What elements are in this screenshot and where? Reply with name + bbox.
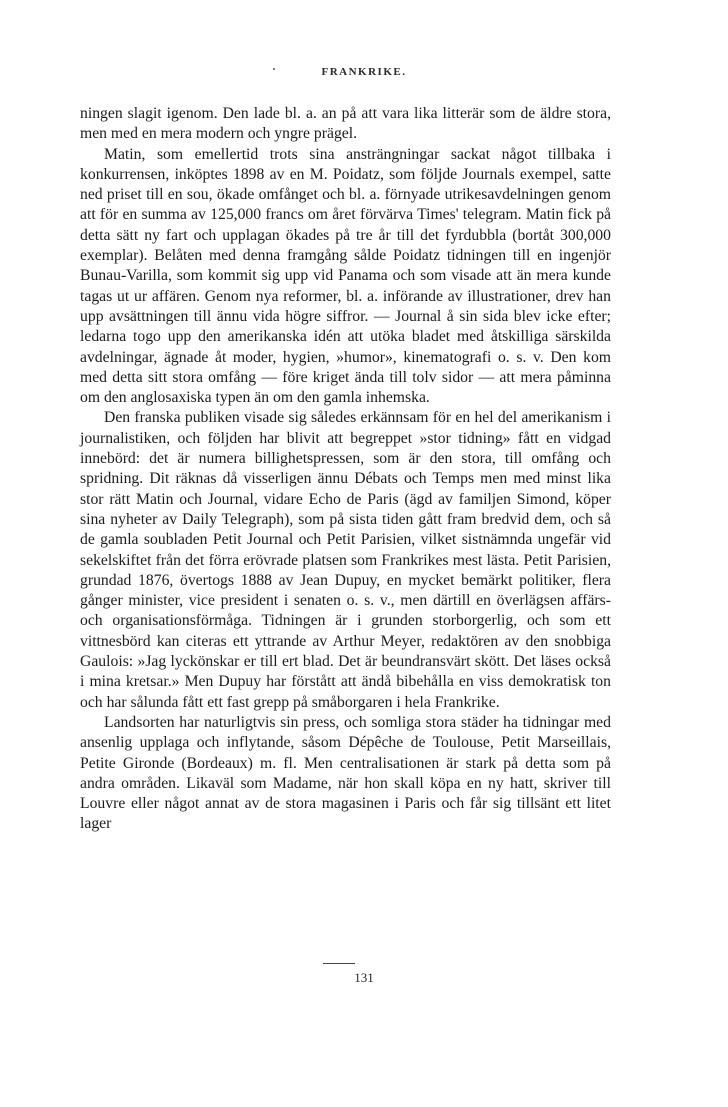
paragraph-matin: Matin, som emellertid trots sina ansträngningar sackat något tillbaka i konkurrensen, inköptes 1898 av en M. Poidatz, som följde Journals exempel, satte ned priset till en sou, ökade omfånget och bl. a. förnyade utrikesavdelningen genom att för en summa av 125,000 francs om året förvärva Times' telegram. Matin fick på detta sätt ny fart och upplagan ökades på tre år till det fyrdubbla (bortåt 300,000 exemplar). Belåten med denna framgång sålde Poidatz tidningen till en ingenjör Bunau-Varilla, som kommit sig upp vid Panama och som visade att än mera kunde tagas ut ur affären. Genom nya reformer, bl. a. införande av illustrationer, drev han upp avsättningen till ännu vida högre siffror. — Journal å sin sida blev icke efter; ledarna togo upp den amerikanska idén att utöka bladet med åtskilliga särskilda avdelningar, ägnade åt moder, hygien, »humor», kinematografi o. s. v. Den kom med detta sitt stora omfång — före kriget ända till tolv sidor — att mera påminna om den anglosaxiska typen än om den gamla inhemska. <box>80 145 611 407</box>
paragraph-landsorten: Landsorten har naturligtvis sin press, och somliga stora städer ha tidningar med ansenlig upplaga och inflytande, såsom Dépêche de Toulouse, Petit Marseillais, Petite Gironde (Bordeaux) m. fl. Men centralisationen är stark på detta som på andra områden. Likaväl som Madame, när hon skall köpa en ny hatt, skriver till Louvre eller något annat av de stora magasinen i Paris och får sig tillsänt ett litet lager <box>80 713 611 833</box>
folio-rule <box>323 963 355 964</box>
running-head: FRANKRIKE. <box>321 66 407 78</box>
page-number: 131 <box>354 970 374 985</box>
body-text <box>80 104 611 835</box>
paragraph-continued: ningen slagit igenom. Den lade bl. a. an på att vara lika litterär som de äldre stora, men med en mera modern och yngre prägel. <box>80 105 611 143</box>
paragraph-franska-publiken: Den franska publiken visade sig således erkännsam för en hel del amerikanism i journalistiken, och följden har blivit att begreppet »stor tidning» fått en vidgad innebörd: det är numera billighetspressen, som är den stora, till omfång och spridning. Dit räknas då visserligen ännu Débats och Temps men med minst lika stor rätt Matin och Journal, vidare Echo de Paris (ägd av familjen Simond, köper sina nyheter av Daily Telegraph), som på sista tiden gått fram bredvid dem, och så de gamla soubladen Petit Journal och Petit Parisien, vilket sistnämnda ungefär vid sekelskiftet från det förra erövrade platsen som Frankrikes mest lästa. Petit Parisien, grundad 1876, övertogs 1888 av Jean Dupuy, en mycket bemärkt politiker, flera gånger minister, vice president i senaten o. s. v., men därtill en överlägsen affärs- och organisationsförmåga. Tidningen är i grunden storborgerlig, och som ett vittnesbörd kan citeras ett yttrande av Arthur Meyer, redaktören av den snobbiga Gaulois: »Jag lyckönskar er till ert blad. Det är beundransvärt skött. Det läses också i mina kretsar.» Men Dupuy har förstått att ändå bibehålla en viss demokratisk ton och har sålunda fått ett fast grepp på småborgaren i hela Frankrike. <box>80 409 611 711</box>
